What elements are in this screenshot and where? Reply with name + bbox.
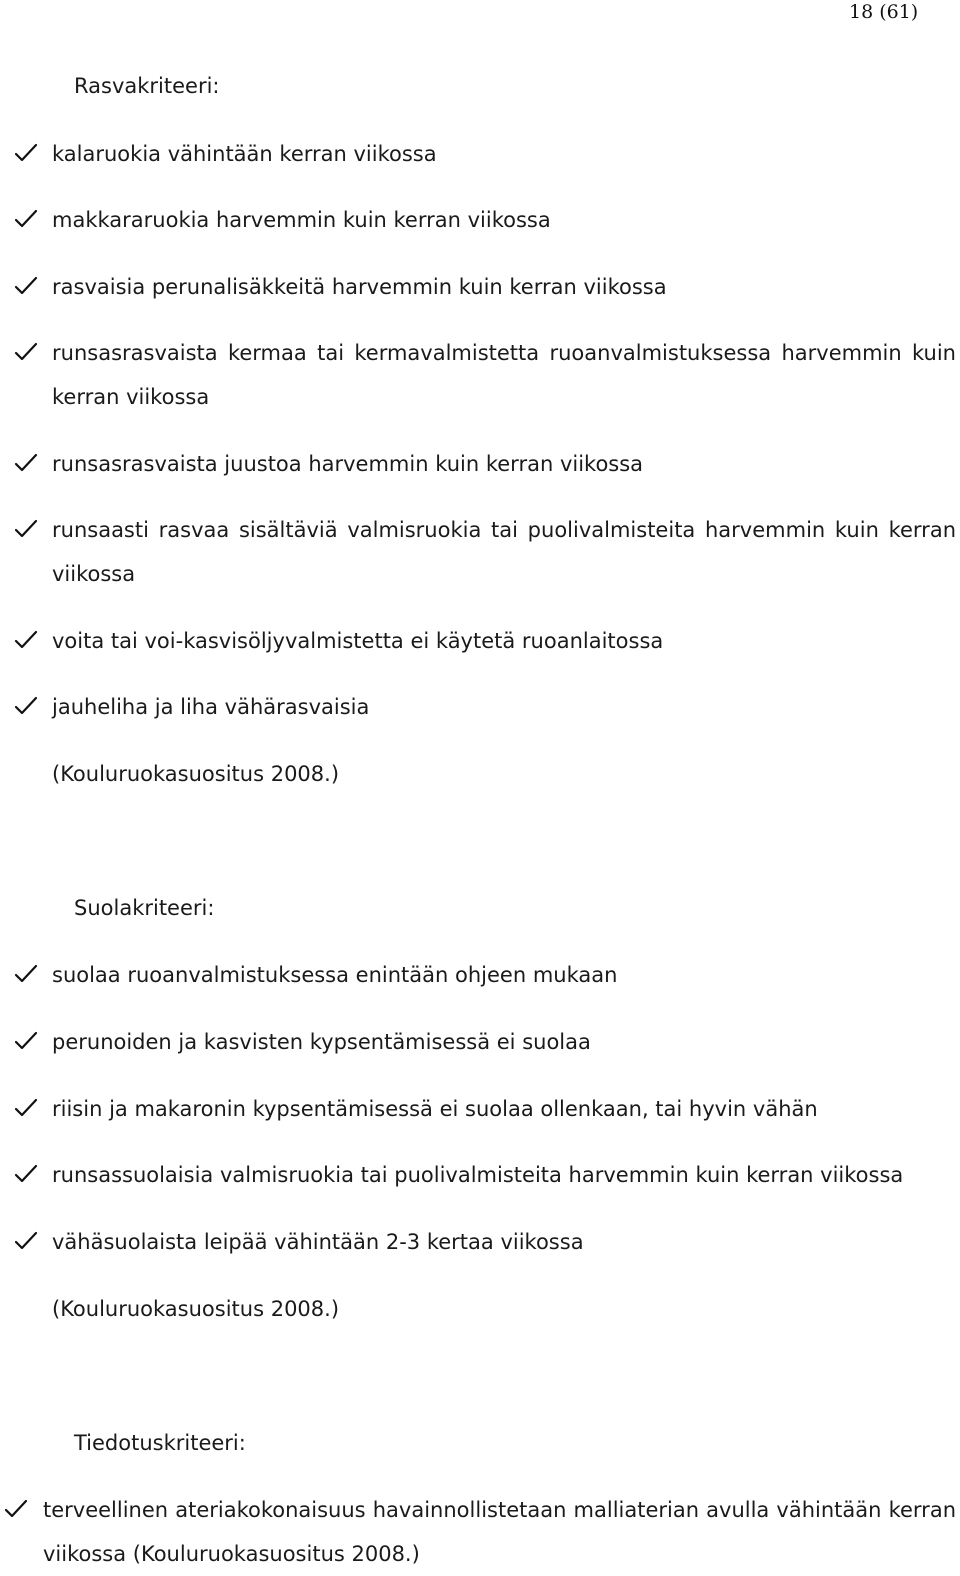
salt-criteria-heading: Suolakriteeri: — [74, 896, 215, 920]
checkmark-icon — [14, 1029, 38, 1053]
checkmark-icon — [14, 1229, 38, 1253]
checkmark-icon — [14, 694, 38, 718]
fat-criteria-heading: Rasvakriteeri: — [74, 74, 220, 98]
list-item-text: terveellinen ateriakokonaisuus havainnollistetaan malliaterian avulla vähintään kerran viikossa (Kouluruokasuositus 2008.) — [43, 1498, 956, 1566]
info-criteria-heading: Tiedotuskriteeri: — [74, 1431, 246, 1455]
checkmark-icon — [14, 962, 38, 986]
list-item-text: rasvaisia perunalisäkkeitä harvemmin kuin kerran viikossa — [52, 275, 667, 299]
page-number: 18 (61) — [849, 1, 919, 23]
list-item-text: voita tai voi-kasvisöljyvalmistetta ei käytetä ruoanlaitossa — [52, 629, 664, 653]
list-item-text: runsaasti rasvaa sisältäviä valmisruokia tai puolivalmisteita harvemmin kuin kerran viikossa — [52, 518, 956, 586]
list-item-text: runsassuolaisia valmisruokia tai puolivalmisteita harvemmin kuin kerran viikossa — [52, 1163, 904, 1187]
list-item-text: runsasrasvaista juustoa harvemmin kuin kerran viikossa — [52, 452, 644, 476]
checkmark-icon — [14, 274, 38, 298]
list-item-text: suolaa ruoanvalmistuksessa enintään ohjeen mukaan — [52, 963, 618, 987]
checkmark-icon — [14, 1162, 38, 1186]
list-item-text: runsasrasvaista kermaa tai kermavalmistetta ruoanvalmistuksessa harvemmin kuin kerran viikossa — [52, 341, 956, 409]
list-item-text: kalaruokia vähintään kerran viikossa — [52, 142, 437, 166]
checkmark-icon — [14, 517, 38, 541]
checkmark-icon — [14, 628, 38, 652]
list-item-text: makkararuokia harvemmin kuin kerran viikossa — [52, 208, 551, 232]
checkmark-icon — [14, 340, 38, 364]
list-item-text: vähäsuolaista leipää vähintään 2-3 kertaa viikossa — [52, 1230, 584, 1254]
checkmark-icon — [14, 141, 38, 165]
list-item-text: riisin ja makaronin kypsentämisessä ei suolaa ollenkaan, tai hyvin vähän — [52, 1097, 818, 1121]
checkmark-icon — [14, 1096, 38, 1120]
list-item-text: jauheliha ja liha vähärasvaisia — [52, 695, 370, 719]
checkmark-icon — [14, 451, 38, 475]
salt-criteria-citation: (Kouluruokasuositus 2008.) — [52, 1297, 340, 1321]
fat-criteria-citation: (Kouluruokasuositus 2008.) — [52, 762, 340, 786]
checkmark-icon — [4, 1497, 28, 1521]
checkmark-icon — [14, 207, 38, 231]
list-item-text: perunoiden ja kasvisten kypsentämisessä ei suolaa — [52, 1030, 591, 1054]
